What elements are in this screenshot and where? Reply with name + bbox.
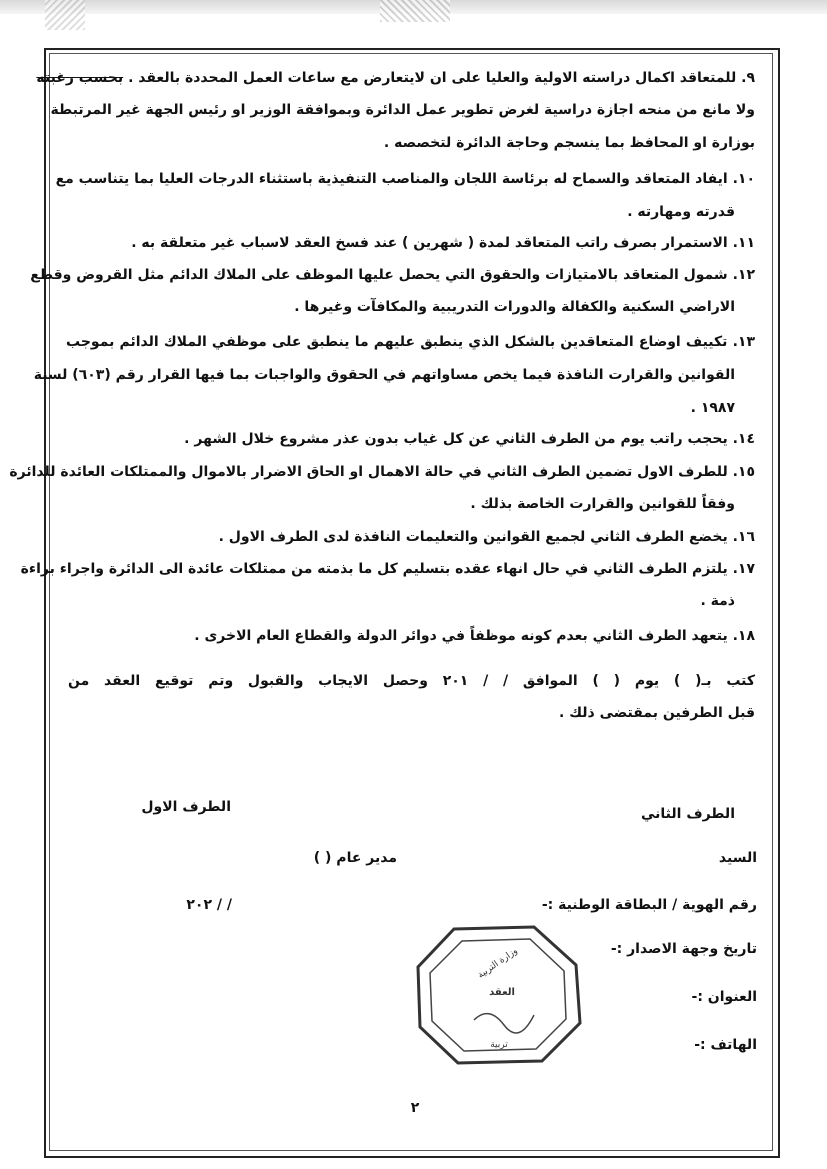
clause-18: ١٨. يتعهد الطرف الثاني بعدم كونه موظفاً في دوائر الدولة والقطاع العام الاخرى . <box>194 628 755 644</box>
clause-17-line-2: ذمة . <box>700 593 735 609</box>
issue-label: تاريخ وجهة الاصدار :- <box>610 941 757 957</box>
clause-10-line-1: ١٠. ايفاد المتعاقد والسماح له برئاسة اللجان والمناصب التنفيذية باستثناء الدرجات العليا بما يتناسب مع <box>55 171 755 187</box>
clause-16: ١٦. يخضع الطرف الثاني لجميع القوانين والتعليمات النافذة لدى الطرف الاول . <box>218 529 755 545</box>
id-card-label: رقم الهوية / البطاقة الوطنية :- <box>541 897 757 913</box>
closing-line-2: قبل الطرفين بمقتضى ذلك . <box>559 705 755 721</box>
clause-12-line-2: الاراضي السكنية والكفالة والدورات التدريبية والمكافآت وغيرها . <box>294 299 735 315</box>
clause-13-line-1: ١٣. تكييف اوضاع المتعاقدين بالشكل الذي ينطبق عليهم ما ينطبق على موظفي الملاك الدائم بموجب <box>66 334 755 350</box>
closing-line-1: كتب بـ( ) يوم ( ) الموافق / / ٢٠١ وحصل الايجاب والقبول وتم توقيع العقد من <box>68 673 756 689</box>
clause-15-line-2: وفقاً للقوانين والقرارت الخاصة بذلك . <box>470 496 735 512</box>
clause-text: ٩. للمتعاقد اكمال دراسته الاولية والعليا على ان لايتعارض مع ساعات العمل المحددة بالعقد . <box>128 70 755 86</box>
clause-11: ١١. الاستمرار بصرف راتب المتعاقد لمدة ( شهرين ) عند فسخ العقد لاسباب غير متعلقة به . <box>131 235 755 251</box>
clause-15-line-1: ١٥. للطرف الاول تضمين الطرف الثاني في حالة الاهمال او الحاق الاضرار بالاموال والممتلكات العائدة للدائرة <box>9 464 755 480</box>
stamp-graphic <box>414 925 584 1065</box>
party-two-label: الطرف الثاني <box>641 806 735 822</box>
svg-text:وزارة التربية: وزارة التربية <box>476 946 520 981</box>
svg-text:العقد: العقد <box>489 987 515 998</box>
clause-17-line-1: ١٧. يلتزم الطرف الثاني في حال انهاء عقده بتسليم كل ما بذمته من ممتلكات عائدة الى الدائرة واجراء براءة <box>20 561 755 577</box>
scan-noise <box>380 0 450 22</box>
clause-14: ١٤. يحجب راتب يوم من الطرف الثاني عن كل غياب بدون عذر مشروع خلال الشهر . <box>184 431 755 447</box>
phone-label: الهاتف :- <box>694 1037 757 1053</box>
clause-10-line-2: قدرته ومهارته . <box>627 204 735 220</box>
address-label: العنوان :- <box>691 989 757 1005</box>
signature-date: / / ٢٠٢ <box>186 897 232 913</box>
party-one-label: الطرف الاول <box>141 799 231 815</box>
clause-13-line-2: القوانين والقرارت النافذة فيما يخص مساواتهم في الحقوق والواجبات بما فيها القرار رقم (٦٠٣) لسنة <box>33 367 735 383</box>
clause-9-line-2: ولا مانع من منحه اجازة دراسية لغرض تطوير عمل الدائرة وبموافقة الوزير او رئيس الجهة غير المرتبطة <box>50 102 755 118</box>
struck-text: بحسب رغبته <box>36 70 124 86</box>
svg-text:تربية: تربية <box>490 1040 508 1050</box>
clause-12-line-1: ١٢. شمول المتعاقد بالامتيازات والحقوق التي يحصل عليها الموظف على الملاك الدائم مثل القروض وقطع <box>30 267 755 283</box>
page-number: ٢ <box>410 1100 420 1116</box>
clause-13-line-3: ١٩٨٧ . <box>690 400 735 416</box>
clause-9-line-3: بوزارة او المحافظ بما ينسجم وحاجة الدائرة لتخصصه . <box>383 135 755 151</box>
director-general-label: مدير عام ( ) <box>313 850 397 866</box>
mr-label: السيد <box>718 850 757 866</box>
official-stamp <box>414 925 584 1065</box>
clause-9-line-1 <box>36 69 755 87</box>
scan-noise <box>45 0 85 30</box>
